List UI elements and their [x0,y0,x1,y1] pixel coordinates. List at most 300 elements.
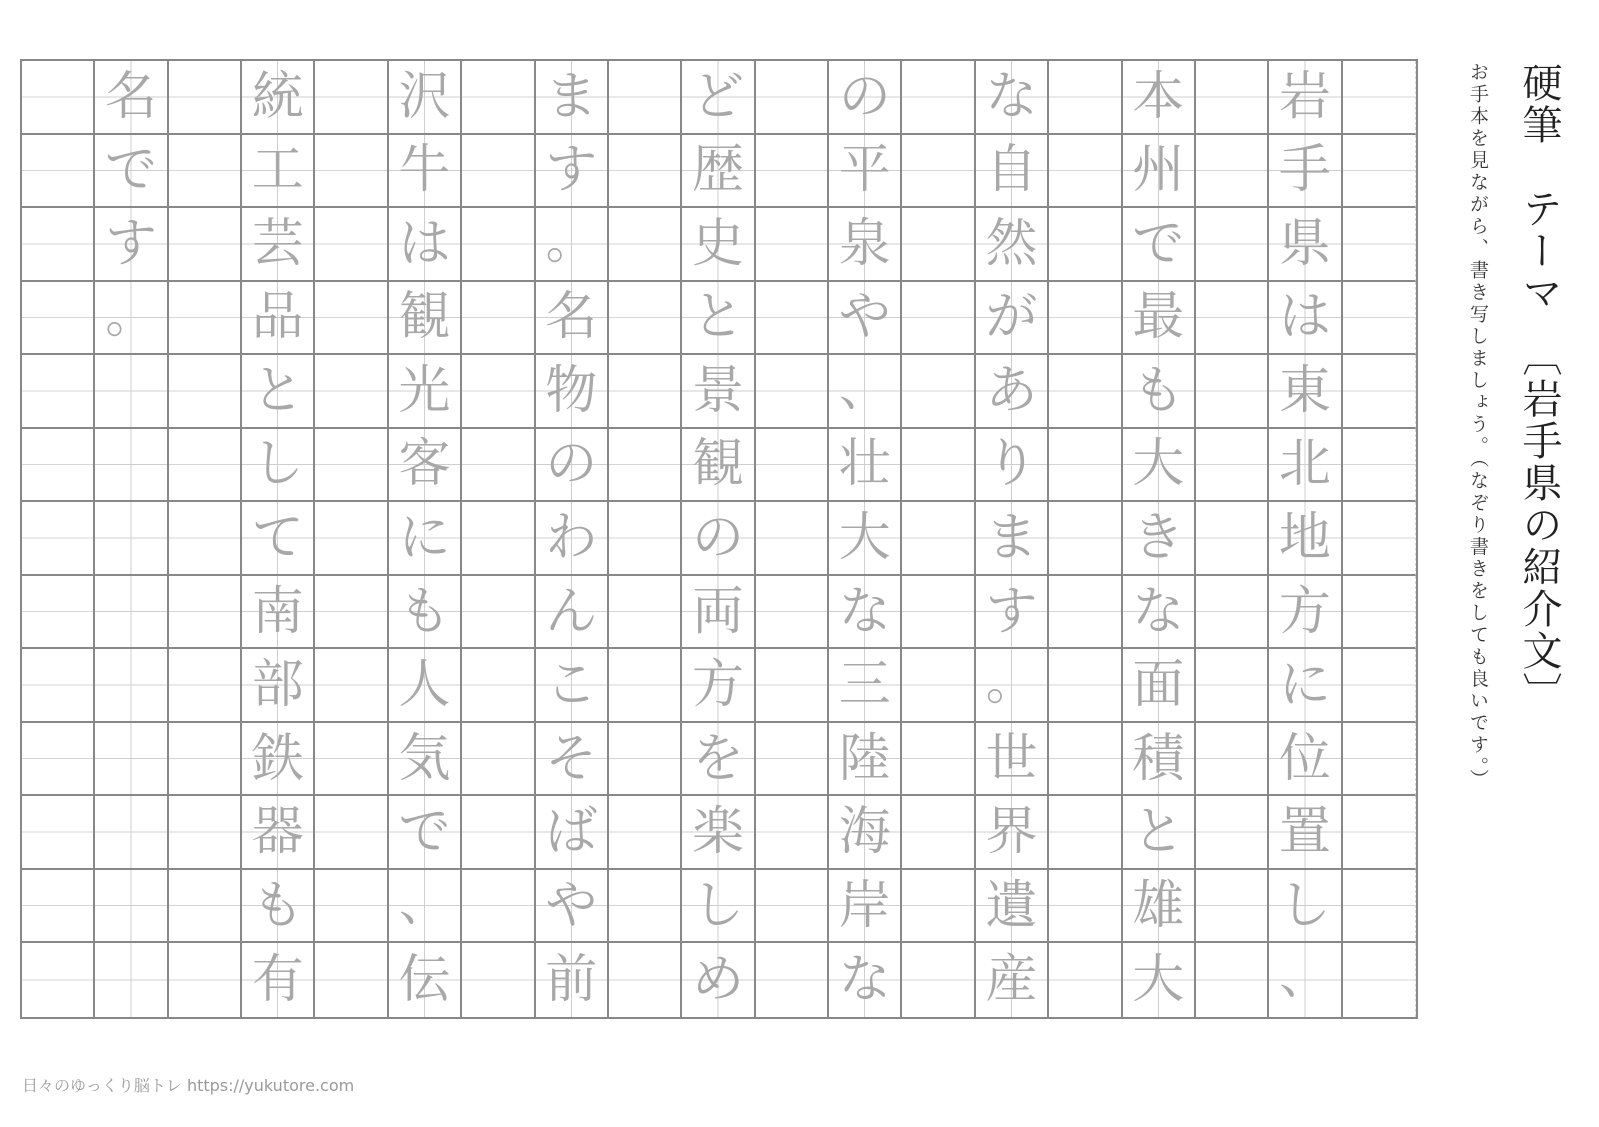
grid-spacer-cell [756,282,829,356]
grid-cell [682,870,755,944]
grid-spacer-cell [1196,649,1269,723]
trace-character: 泉 [838,213,891,274]
grid-spacer-cell [902,61,975,135]
trace-character: 伝 [398,950,451,1011]
trace-character: 位 [1278,728,1331,789]
trace-character: や [838,287,891,348]
grid-cell [829,796,902,870]
grid-cell [976,429,1049,503]
grid-spacer-cell [169,429,242,503]
grid-spacer-cell [22,870,95,944]
grid-spacer-cell [756,796,829,870]
grid-spacer-cell [22,282,95,356]
trace-character: な [838,581,891,642]
trace-character: し [691,875,744,936]
grid-cell [976,355,1049,429]
grid-cell [242,282,315,356]
grid-spacer-cell [1049,61,1122,135]
trace-character: き [1132,507,1185,568]
trace-character: 自 [985,140,1038,201]
grid-spacer-cell [1049,870,1122,944]
grid-spacer-cell [1196,355,1269,429]
grid-spacer-cell [756,870,829,944]
grid-spacer-cell [22,135,95,209]
grid-cell [1269,576,1342,650]
grid-spacer-cell [169,135,242,209]
grid-cell [536,429,609,503]
grid-spacer-cell [902,649,975,723]
trace-character: 鉄 [251,728,304,789]
trace-character: ど [691,66,744,127]
grid-spacer-cell [22,355,95,429]
grid-spacer-cell [902,576,975,650]
trace-character: の [691,507,744,568]
trace-character: 方 [1278,581,1331,642]
trace-character: 手 [1278,140,1331,201]
grid-cell [389,355,462,429]
grid-spacer-cell [1196,135,1269,209]
grid-cell [682,355,755,429]
trace-character: 両 [691,581,744,642]
trace-character: 壮 [838,434,891,495]
trace-character: も [398,581,451,642]
grid-spacer-cell [169,61,242,135]
grid-spacer-cell [1343,576,1416,650]
trace-character: 客 [398,434,451,495]
trace-character: ま [545,66,598,127]
trace-character: 名 [105,66,158,127]
grid-spacer-cell [169,723,242,797]
grid-spacer-cell [1196,723,1269,797]
trace-character: 部 [251,655,304,716]
grid-cell [536,135,609,209]
grid-spacer-cell [902,796,975,870]
grid-spacer-cell [756,576,829,650]
grid-cell [95,796,168,870]
grid-cell [682,208,755,282]
grid-spacer-cell [1343,208,1416,282]
grid-spacer-cell [1049,796,1122,870]
grid-spacer-cell [462,429,535,503]
grid-cell [242,576,315,650]
trace-character: わ [545,507,598,568]
trace-character: 県 [1278,213,1331,274]
trace-character: 。 [105,285,156,344]
trace-character: そ [545,728,598,789]
grid-spacer-cell [1343,870,1416,944]
trace-character: 気 [398,728,451,789]
grid-cell [242,61,315,135]
trace-character: 人 [398,655,451,716]
grid-spacer-cell [1196,429,1269,503]
grid-cell [536,649,609,723]
grid-cell [1269,943,1342,1017]
grid-cell [829,576,902,650]
trace-character: す [985,581,1038,642]
trace-character: 北 [1278,434,1331,495]
trace-character: と [691,287,744,348]
grid-cell [242,649,315,723]
grid-spacer-cell [462,870,535,944]
grid-cell [976,943,1049,1017]
trace-character: 景 [691,360,744,421]
trace-character: で [105,140,158,201]
trace-character: 工 [251,140,304,201]
trace-character: し [1278,875,1331,936]
grid-cell [95,576,168,650]
grid-spacer-cell [1343,135,1416,209]
grid-spacer-cell [756,61,829,135]
grid-spacer-cell [315,649,388,723]
grid-cell [682,723,755,797]
trace-character: 地 [1278,507,1331,568]
grid-cell [682,796,755,870]
grid-cell [95,502,168,576]
grid-spacer-cell [902,429,975,503]
grid-spacer-cell [756,502,829,576]
trace-character: 最 [1132,287,1185,348]
grid-cell [536,943,609,1017]
grid-spacer-cell [609,796,682,870]
trace-character: 大 [1132,950,1185,1011]
grid-spacer-cell [1343,61,1416,135]
trace-character: 海 [838,802,891,863]
grid-spacer-cell [902,282,975,356]
trace-character: 三 [838,655,891,716]
grid-spacer-cell [756,429,829,503]
trace-character: ん [545,581,598,642]
grid-spacer-cell [462,61,535,135]
trace-character: あ [985,360,1038,421]
grid-cell [242,870,315,944]
grid-spacer-cell [1343,355,1416,429]
grid-spacer-cell [1343,502,1416,576]
trace-character: 然 [985,213,1038,274]
grid-spacer-cell [315,135,388,209]
grid-spacer-cell [315,576,388,650]
trace-character: や [545,875,598,936]
grid-spacer-cell [169,870,242,944]
grid-spacer-cell [169,355,242,429]
grid-cell [976,135,1049,209]
grid-spacer-cell [609,135,682,209]
grid-spacer-cell [1196,61,1269,135]
trace-character: 平 [838,140,891,201]
grid-spacer-cell [315,502,388,576]
grid-spacer-cell [902,723,975,797]
grid-spacer-cell [1196,502,1269,576]
trace-character: な [985,66,1038,127]
grid-cell [389,429,462,503]
trace-character: 物 [545,360,598,421]
grid-spacer-cell [609,723,682,797]
grid-spacer-cell [315,870,388,944]
trace-character: も [1132,360,1185,421]
grid-cell [389,502,462,576]
category-label: 硬筆 [1516,62,1562,146]
trace-character: 観 [398,287,451,348]
trace-character: の [838,66,891,127]
grid-spacer-cell [902,502,975,576]
trace-character: と [1132,802,1185,863]
trace-character: 沢 [398,66,451,127]
trace-character: に [1278,655,1331,716]
trace-character: め [691,950,744,1011]
trace-character: 器 [251,802,304,863]
grid-spacer-cell [1049,135,1122,209]
grid-cell [1269,649,1342,723]
grid-cell [95,282,168,356]
grid-spacer-cell [902,355,975,429]
grid-spacer-cell [1196,870,1269,944]
trace-character: り [985,434,1038,495]
grid-cell [389,796,462,870]
grid-spacer-cell [902,870,975,944]
grid-cell [829,502,902,576]
grid-cell [536,282,609,356]
grid-cell [682,61,755,135]
grid-cell [682,135,755,209]
grid-cell [976,282,1049,356]
grid-cell [242,943,315,1017]
trace-character: 州 [1132,140,1185,201]
grid-cell [95,61,168,135]
trace-character: は [1278,287,1331,348]
grid-cell [1269,429,1342,503]
grid-spacer-cell [169,796,242,870]
trace-character: 、 [1279,947,1330,1006]
grid-spacer-cell [609,429,682,503]
grid-spacer-cell [1196,943,1269,1017]
grid-cell [829,355,902,429]
grid-cell [389,61,462,135]
grid-cell [536,796,609,870]
grid-cell [1269,355,1342,429]
grid-spacer-cell [1343,796,1416,870]
grid-spacer-cell [1343,723,1416,797]
grid-cell [1123,796,1196,870]
grid-spacer-cell [609,61,682,135]
grid-spacer-cell [315,723,388,797]
grid-spacer-cell [609,943,682,1017]
grid-spacer-cell [462,576,535,650]
trace-character: も [251,875,304,936]
trace-character: す [105,213,158,274]
trace-character: 方 [691,655,744,716]
grid-spacer-cell [1196,576,1269,650]
grid-cell [95,355,168,429]
grid-cell [95,723,168,797]
trace-character: 光 [398,360,451,421]
grid-spacer-cell [169,208,242,282]
grid-spacer-cell [1049,723,1122,797]
grid-spacer-cell [22,429,95,503]
trace-character: こ [545,655,598,716]
grid-spacer-cell [315,429,388,503]
grid-cell [389,282,462,356]
worksheet-title [1508,62,1568,714]
grid-spacer-cell [169,649,242,723]
trace-character: 東 [1278,360,1331,421]
trace-character: 。 [545,212,596,271]
grid-spacer-cell [22,796,95,870]
trace-character: ま [985,507,1038,568]
grid-cell [682,649,755,723]
grid-spacer-cell [609,576,682,650]
grid-cell [389,576,462,650]
footer-site-name: 日々のゆっくり脳トレ [22,1076,182,1095]
trace-character: 岸 [838,875,891,936]
trace-character: 芸 [251,213,304,274]
grid-spacer-cell [462,796,535,870]
grid-cell [1123,282,1196,356]
trace-character: し [251,434,304,495]
trace-character: な [1132,581,1185,642]
grid-spacer-cell [756,723,829,797]
grid-cell [1269,282,1342,356]
grid-spacer-cell [22,576,95,650]
grid-spacer-cell [756,943,829,1017]
trace-character: 、 [839,359,890,418]
grid-spacer-cell [902,135,975,209]
grid-cell [1123,355,1196,429]
grid-spacer-cell [1196,208,1269,282]
grid-spacer-cell [756,208,829,282]
trace-character: 前 [545,950,598,1011]
grid-spacer-cell [462,723,535,797]
grid-spacer-cell [1049,429,1122,503]
grid-spacer-cell [1049,208,1122,282]
grid-spacer-cell [22,943,95,1017]
grid-spacer-cell [902,208,975,282]
grid-spacer-cell [462,282,535,356]
grid-cell [976,723,1049,797]
trace-character: 牛 [398,140,451,201]
footer-url[interactable]: https://yukutore.com [186,1076,355,1095]
grid-cell [95,649,168,723]
grid-cell [389,870,462,944]
grid-cell [95,208,168,282]
grid-cell [829,429,902,503]
grid-cell [1269,208,1342,282]
trace-character: 観 [691,434,744,495]
trace-character: 世 [985,728,1038,789]
grid-cell [1123,943,1196,1017]
grid-cell [976,796,1049,870]
trace-character: 積 [1132,728,1185,789]
grid-spacer-cell [1196,282,1269,356]
grid-spacer-cell [1049,355,1122,429]
grid-spacer-cell [1343,649,1416,723]
trace-character: で [1132,213,1185,274]
grid-cell [1269,135,1342,209]
grid-cell [1269,723,1342,797]
grid-cell [536,723,609,797]
grid-cell [829,282,902,356]
grid-cell [95,870,168,944]
grid-cell [1269,796,1342,870]
grid-spacer-cell [1049,502,1122,576]
grid-cell [976,208,1049,282]
instruction-text: お手本を見ながら、書き写しましょう。（なぞり書きをしても良いです。） [1467,62,1489,791]
grid-cell [1123,649,1196,723]
grid-cell [389,943,462,1017]
trace-character: 陸 [838,728,891,789]
grid-cell [829,208,902,282]
grid-cell [829,61,902,135]
grid-spacer-cell [315,208,388,282]
grid-cell [242,502,315,576]
grid-spacer-cell [1049,282,1122,356]
trace-character: 雄 [1132,875,1185,936]
grid-cell [95,135,168,209]
trace-character: 遺 [985,875,1038,936]
trace-character: が [985,287,1038,348]
grid-spacer-cell [609,870,682,944]
footer-credit [22,1073,354,1096]
grid-cell [389,649,462,723]
grid-cell [1269,870,1342,944]
grid-spacer-cell [315,355,388,429]
grid-spacer-cell [1049,943,1122,1017]
trace-character: 南 [251,581,304,642]
grid-cell [536,576,609,650]
grid-cell [976,576,1049,650]
trace-character: な [838,950,891,1011]
grid-cell [976,649,1049,723]
grid-spacer-cell [22,723,95,797]
grid-cell [1123,576,1196,650]
trace-character: で [398,802,451,863]
grid-cell [682,943,755,1017]
grid-cell [829,649,902,723]
grid-cell [536,61,609,135]
grid-cell [682,576,755,650]
grid-cell [536,502,609,576]
trace-character: 。 [985,653,1036,712]
grid-cell [829,135,902,209]
grid-spacer-cell [609,355,682,429]
grid-spacer-cell [462,208,535,282]
grid-spacer-cell [315,282,388,356]
grid-spacer-cell [1049,576,1122,650]
grid-cell [536,208,609,282]
trace-character: 統 [251,66,304,127]
grid-spacer-cell [315,943,388,1017]
grid-spacer-cell [609,208,682,282]
grid-spacer-cell [1049,649,1122,723]
grid-spacer-cell [462,649,535,723]
grid-spacer-cell [22,208,95,282]
grid-cell [976,870,1049,944]
writing-grid [20,59,1418,1019]
grid-spacer-cell [609,502,682,576]
grid-cell [389,135,462,209]
trace-character: て [251,507,304,568]
grid-cell [682,429,755,503]
grid-cell [1123,135,1196,209]
grid-cell [1269,61,1342,135]
trace-character: 界 [985,802,1038,863]
grid-cell [536,870,609,944]
trace-character: 岩 [1278,66,1331,127]
grid-cell [1123,723,1196,797]
grid-spacer-cell [462,502,535,576]
grid-cell [242,723,315,797]
trace-character: 置 [1278,802,1331,863]
grid-spacer-cell [462,943,535,1017]
trace-character: 大 [838,507,891,568]
